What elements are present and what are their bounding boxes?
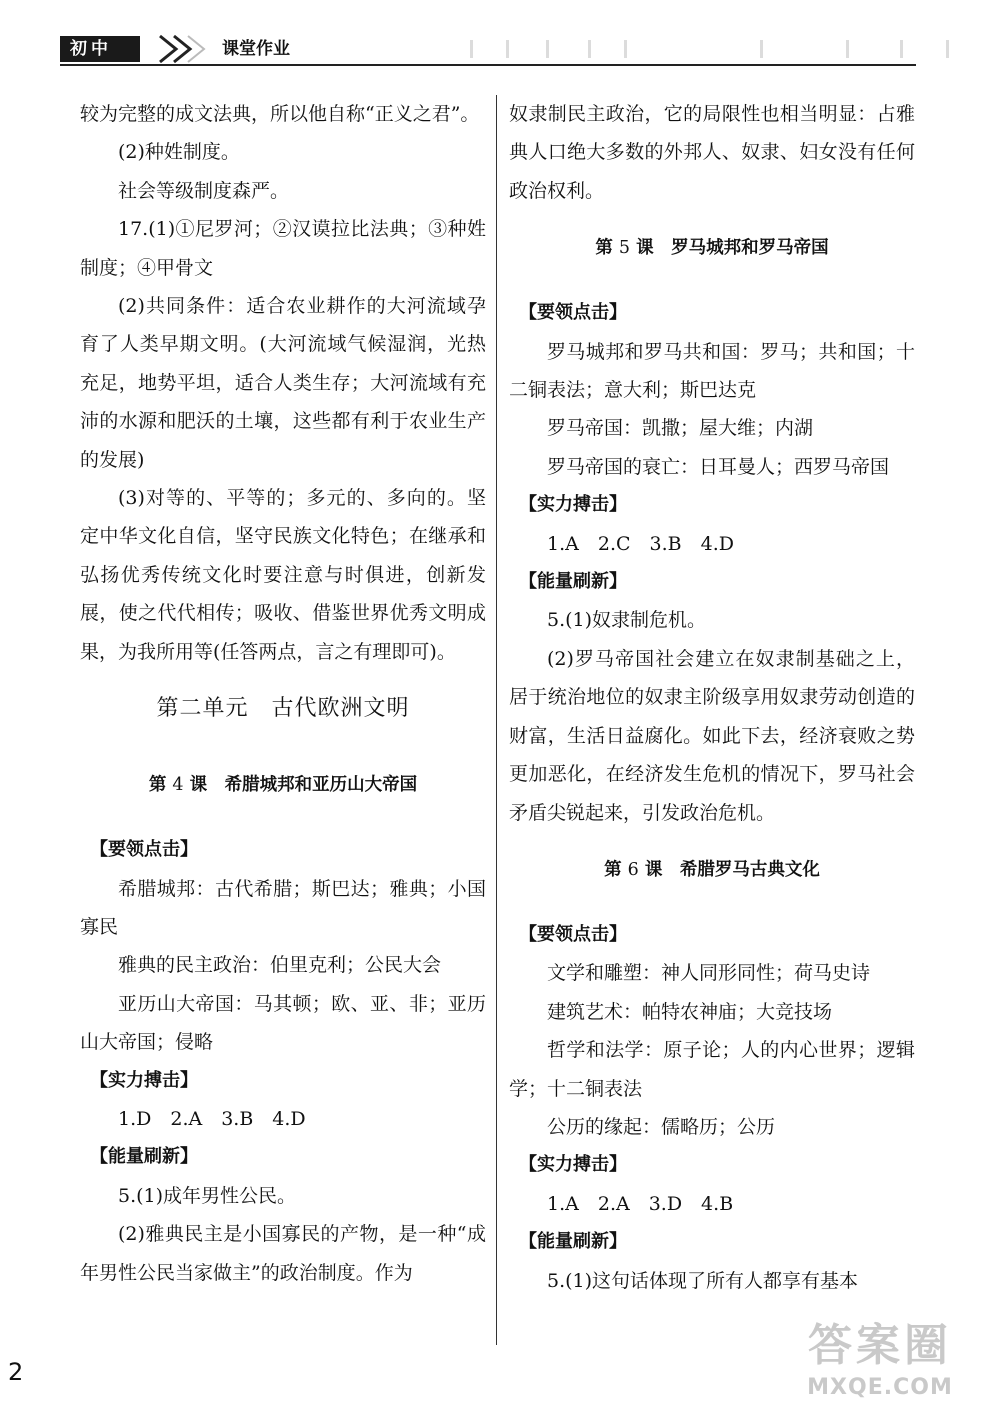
section-heading: 【要领点击】 [90,839,198,861]
lesson-number: 5 [618,238,631,259]
lesson-number: 6 [627,859,639,880]
header-rule [60,64,916,66]
lesson-6-title [509,832,915,908]
paragraph: (2)罗马帝国社会建立在奴隶制基础之上，居于统治地位的奴隶主阶级享用奴隶劳动创造的财富，生活日益腐化。如此下去，经济衰败之势更加恶化，在经济发生危机的情况下，罗马社会矛盾尖锐起来，引发政治危机。 [509,647,915,824]
paragraph: 17.(1)①尼罗河；②汉谟拉比法典；③种姓制度；④甲骨文 [80,218,486,279]
lesson-name: 课 希腊罗马古典文化 [644,859,820,880]
paragraph: 5.(1)成年男性公民。 [118,1184,297,1207]
paragraph: 雅典的民主政治：伯里克利；公民大会 [118,954,442,977]
section-heading: 【能量刷新】 [90,1146,198,1168]
right-column [509,95,915,1300]
header-decoration [460,36,960,62]
watermark-text: 答案圈 [808,1320,952,1371]
paragraph: (2)共同条件：适合农业耕作的大河流域孕育了人类早期文明。(大河流域气候湿润，光热充足，地势平坦，适合人类生存；大河流域有充沛的水源和肥沃的土壤，这些都有利于农业生产的发展) [80,295,486,471]
paragraph: (3)对等的、平等的；多元的、多向的。坚定中华文化自信，坚守民族文化特色；在继承和弘扬优秀传统文化时要注意与时俱进，创新发展，使之代代相传；吸收、借鉴世界优秀文明成果，为我所用等(任答两点，言之有理即可)。 [80,487,486,663]
paragraph: (2)雅典民主是小国寡民的产物，是一种“成年男性公民当家做主”的政治制度。作为 [80,1223,486,1284]
page-number: 2 [8,1358,24,1386]
lesson-4-title [80,747,486,823]
paragraph: 建筑艺术：帕特农神庙；大竞技场 [547,1000,833,1023]
section-heading: 【实力搏击】 [90,1069,198,1091]
lesson-name: 课 罗马城邦和罗马帝国 [636,238,829,259]
paragraph: 奴隶制民主政治，它的局限性也相当明显：占雅典人口绝大多数的外邦人、奴隶、妇女没有任何政治权利。 [509,103,915,202]
lesson-5-title [509,210,915,286]
section-heading: 【实力搏击】 [519,1154,627,1176]
paragraph: 亚历山大帝国：马其顿；欧、亚、非；亚历山大帝国；侵略 [80,992,486,1054]
watermark-logo [770,1318,990,1414]
section-heading: 【能量刷新】 [519,571,627,593]
section-heading: 【能量刷新】 [519,1231,627,1253]
lesson-prefix: 第 [148,775,167,796]
paragraph: 社会等级制度森严。 [118,179,290,202]
paragraph: 5.(1)奴隶制危机。 [547,609,707,632]
left-column [80,95,486,1292]
answer-line: 1.A 2.C 3.B 4.D [547,532,734,555]
watermark-url: MXQE.COM [807,1375,953,1400]
grade-badge: 初中 [60,36,140,62]
lesson-prefix: 第 [595,238,613,259]
paragraph: 罗马帝国：凯撒；屋大维；内湖 [547,417,814,440]
paragraph: 罗马帝国的衰亡：日耳曼人；西罗马帝国 [547,455,890,478]
paragraph: 文学和雕塑：神人同形同性；荷马史诗 [547,962,871,985]
header-title: 课堂作业 [222,39,290,59]
paragraph: 罗马城邦和罗马共和国：罗马；共和国；十二铜表法；意大利；斯巴达克 [509,340,915,402]
double-chevron-icon [156,34,216,64]
paragraph: 较为完整的成文法典，所以他自称“正义之君”。 [80,103,480,125]
answer-line: 1.D 2.A 3.B 4.D [118,1107,306,1130]
answer-line: 1.A 2.A 3.D 4.B [547,1192,734,1215]
paragraph: 哲学和法学：原子论；人的内心世界；逻辑学；十二铜表法 [509,1039,915,1100]
page-header [60,34,916,64]
section-heading: 【要领点击】 [519,302,627,324]
section-heading: 【要领点击】 [519,923,627,945]
paragraph: 公历的缘起：儒略历；公历 [547,1115,776,1138]
paragraph: 希腊城邦：古代希腊；斯巴达；雅典；小国寡民 [80,877,486,938]
column-divider [496,95,497,1345]
lesson-prefix: 第 [604,859,622,880]
section-heading: 【实力搏击】 [519,494,627,516]
paragraph: (2)种姓制度。 [118,141,240,164]
lesson-name: 课 希腊城邦和亚历山大帝国 [189,775,418,796]
paragraph: 5.(1)这句话体现了所有人都享有基本 [547,1269,859,1292]
lesson-number: 4 [172,775,184,796]
unit-title: 第二单元 古代欧洲文明 [156,696,410,722]
